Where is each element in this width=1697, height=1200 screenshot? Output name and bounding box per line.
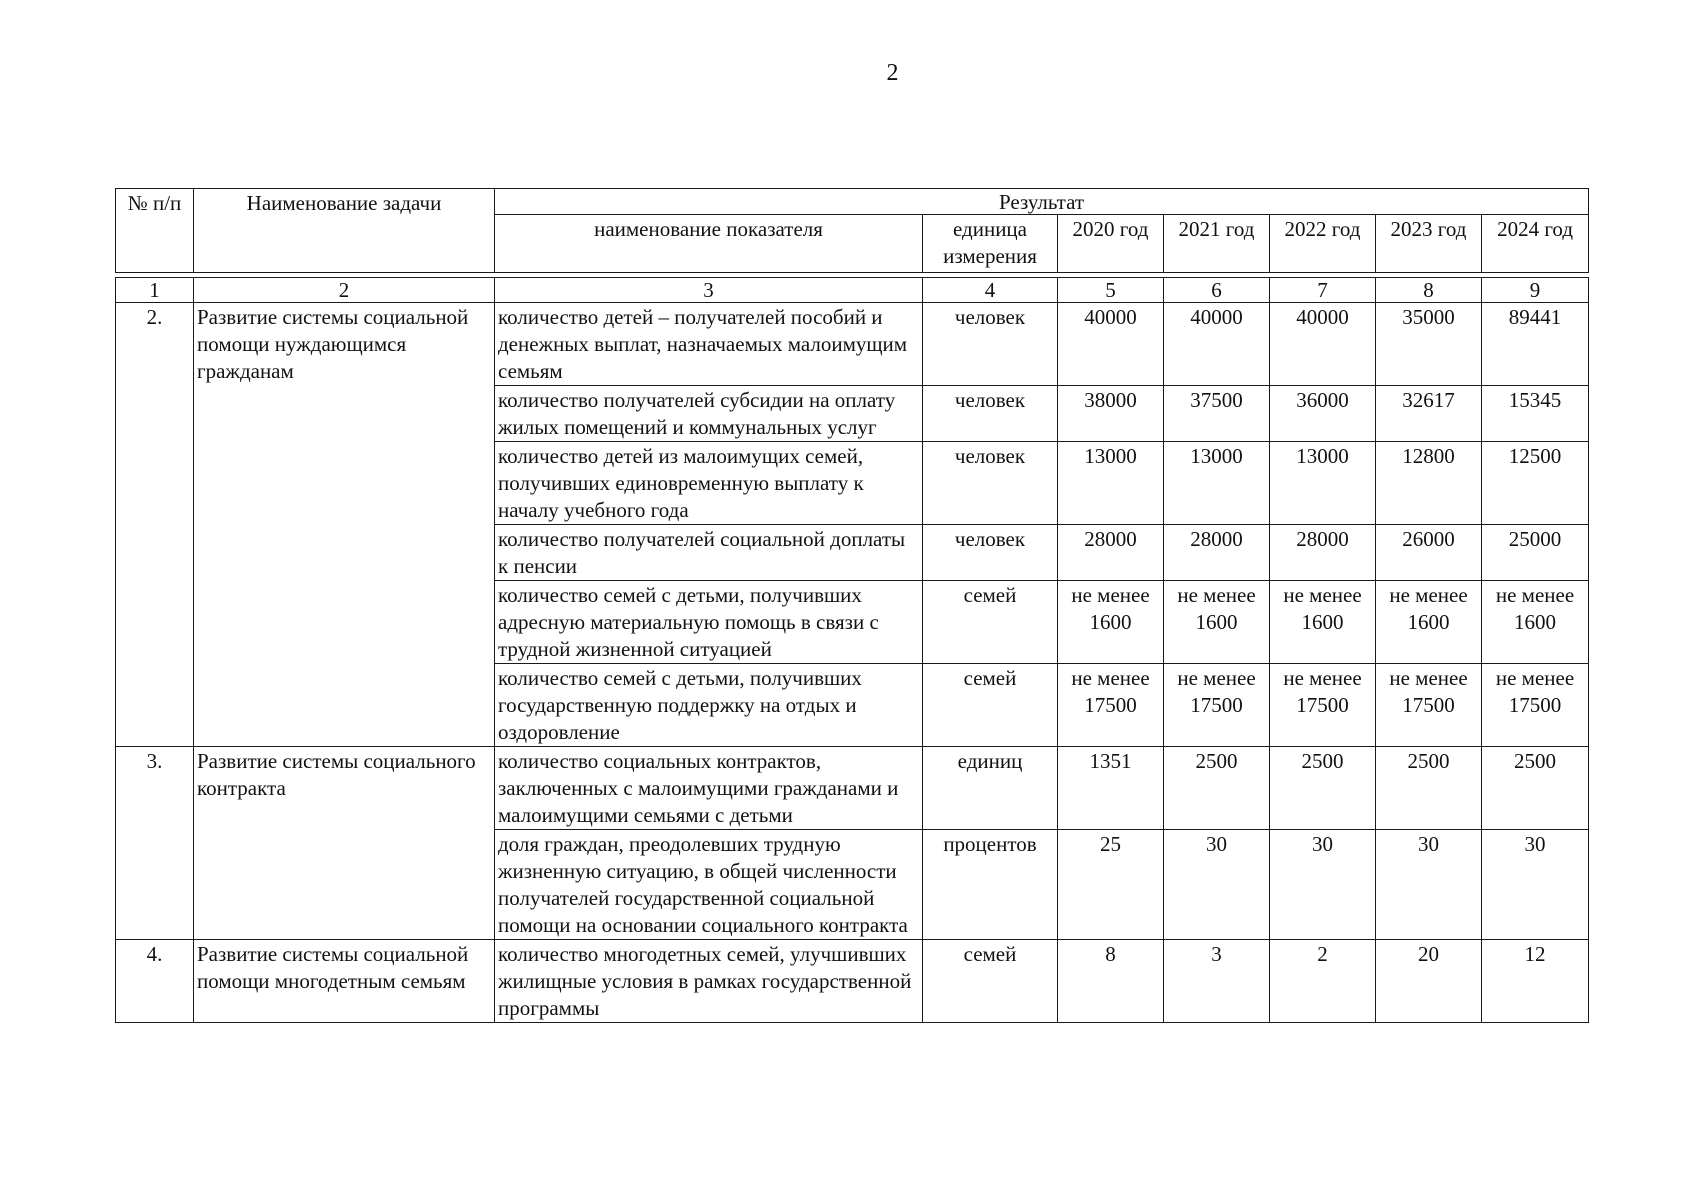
year-value: 32617	[1376, 386, 1482, 442]
table-row	[116, 940, 1589, 1023]
task-name: Развитие системы социальной помощи нуждающимся гражданам	[194, 303, 495, 747]
column-number: 4	[923, 278, 1058, 303]
year-value: 38000	[1058, 386, 1164, 442]
results-table-container	[115, 188, 1588, 1023]
year-value: 2500	[1164, 747, 1270, 830]
column-number: 1	[116, 278, 194, 303]
indicator-name: количество семей с детьми, получивших государственную поддержку на отдых и оздоровление	[495, 664, 923, 747]
unit-of-measure: человек	[923, 386, 1058, 442]
year-value: 28000	[1058, 525, 1164, 581]
task-number: 2.	[116, 303, 194, 747]
column-number: 7	[1270, 278, 1376, 303]
unit-of-measure: семей	[923, 664, 1058, 747]
year-value: 30	[1270, 830, 1376, 940]
year-value: 1351	[1058, 747, 1164, 830]
task-name: Развитие системы социального контракта	[194, 747, 495, 940]
year-value: 2500	[1376, 747, 1482, 830]
indicator-name: количество получателей субсидии на оплату жилых помещений и коммунальных услуг	[495, 386, 923, 442]
year-value: 12800	[1376, 442, 1482, 525]
year-value: 37500	[1164, 386, 1270, 442]
year-value: 13000	[1270, 442, 1376, 525]
task-number: 3.	[116, 747, 194, 940]
year-value: не менее 17500	[1376, 664, 1482, 747]
table-row	[116, 303, 1589, 386]
year-value: 13000	[1058, 442, 1164, 525]
indicator-name: доля граждан, преодолевших трудную жизненную ситуацию, в общей численности получателей государственной социальной помощи на основании социального контракта	[495, 830, 923, 940]
year-value: 8	[1058, 940, 1164, 1023]
unit-of-measure: единиц	[923, 747, 1058, 830]
year-value: 89441	[1482, 303, 1589, 386]
header-row-top	[116, 189, 1589, 215]
header-year: 2021 год	[1164, 215, 1270, 273]
year-value: не менее 1600	[1482, 581, 1589, 664]
year-value: 20	[1376, 940, 1482, 1023]
year-value: 40000	[1058, 303, 1164, 386]
indicator-name: количество получателей социальной доплаты к пенсии	[495, 525, 923, 581]
column-number: 9	[1482, 278, 1589, 303]
column-number: 8	[1376, 278, 1482, 303]
column-numbers-row	[116, 278, 1589, 303]
table-body	[116, 303, 1589, 1023]
year-value: 2500	[1270, 747, 1376, 830]
year-value: 2	[1270, 940, 1376, 1023]
year-value: 30	[1482, 830, 1589, 940]
results-table	[115, 188, 1589, 1023]
year-value: 28000	[1164, 525, 1270, 581]
indicator-name: количество детей – получателей пособий и денежных выплат, назначаемых малоимущим семьям	[495, 303, 923, 386]
header-year: 2024 год	[1482, 215, 1589, 273]
year-value: 36000	[1270, 386, 1376, 442]
column-number: 2	[194, 278, 495, 303]
year-value: 15345	[1482, 386, 1589, 442]
year-value: 12500	[1482, 442, 1589, 525]
indicator-name: количество многодетных семей, улучшивших жилищные условия в рамках государственной программы	[495, 940, 923, 1023]
year-value: 30	[1376, 830, 1482, 940]
year-value: 30	[1164, 830, 1270, 940]
unit-of-measure: семей	[923, 940, 1058, 1023]
header-num: № п/п	[116, 189, 194, 273]
unit-of-measure: человек	[923, 303, 1058, 386]
column-number: 3	[495, 278, 923, 303]
header-indicator: наименование показателя	[495, 215, 923, 273]
year-value: не менее 1600	[1270, 581, 1376, 664]
header-year: 2020 год	[1058, 215, 1164, 273]
header-year: 2022 год	[1270, 215, 1376, 273]
year-value: 12	[1482, 940, 1589, 1023]
indicator-name: количество детей из малоимущих семей, получивших единовременную выплату к началу учебного года	[495, 442, 923, 525]
year-value: 26000	[1376, 525, 1482, 581]
year-value: не менее 17500	[1270, 664, 1376, 747]
column-number: 5	[1058, 278, 1164, 303]
year-value: 13000	[1164, 442, 1270, 525]
year-value: 3	[1164, 940, 1270, 1023]
unit-of-measure: семей	[923, 581, 1058, 664]
task-name: Развитие системы социальной помощи многодетным семьям	[194, 940, 495, 1023]
year-value: не менее 1600	[1164, 581, 1270, 664]
header-result: Результат	[495, 189, 1589, 215]
year-value: 2500	[1482, 747, 1589, 830]
indicator-name: количество социальных контрактов, заключенных с малоимущими гражданами и малоимущими семьями с детьми	[495, 747, 923, 830]
header-unit: единица измерения	[923, 215, 1058, 273]
indicator-name: количество семей с детьми, получивших адресную материальную помощь в связи с трудной жизненной ситуацией	[495, 581, 923, 664]
year-value: 40000	[1164, 303, 1270, 386]
year-value: 40000	[1270, 303, 1376, 386]
page-number: 2	[886, 60, 899, 86]
year-value: 28000	[1270, 525, 1376, 581]
column-number: 6	[1164, 278, 1270, 303]
year-value: не менее 1600	[1376, 581, 1482, 664]
unit-of-measure: человек	[923, 442, 1058, 525]
unit-of-measure: человек	[923, 525, 1058, 581]
year-value: не менее 17500	[1058, 664, 1164, 747]
header-year: 2023 год	[1376, 215, 1482, 273]
table-row	[116, 747, 1589, 830]
year-value: 25000	[1482, 525, 1589, 581]
year-value: не менее 1600	[1058, 581, 1164, 664]
year-value: 25	[1058, 830, 1164, 940]
year-value: не менее 17500	[1164, 664, 1270, 747]
year-value: 35000	[1376, 303, 1482, 386]
header-task: Наименование задачи	[194, 189, 495, 273]
task-number: 4.	[116, 940, 194, 1023]
year-value: не менее 17500	[1482, 664, 1589, 747]
unit-of-measure: процентов	[923, 830, 1058, 940]
